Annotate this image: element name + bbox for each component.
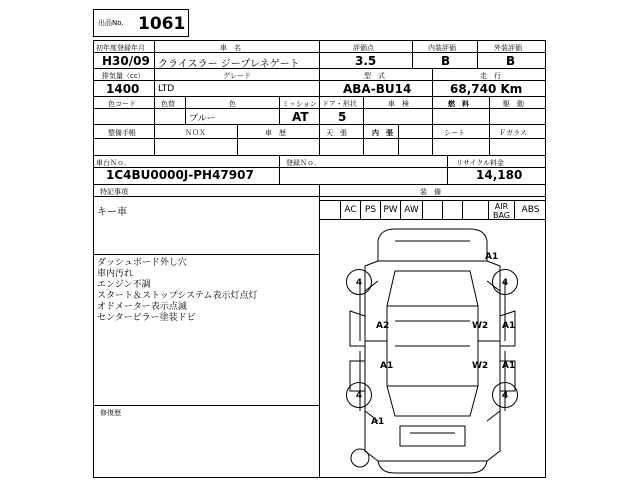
- damage-mark-w2-right-bottom: W2: [472, 361, 489, 371]
- key-car-value: キー車: [97, 207, 127, 218]
- manual-label: 整備手帳: [108, 129, 136, 137]
- equipment-cell-empty: [462, 201, 488, 220]
- transmission-label: ミッション: [282, 100, 317, 108]
- model-value: ABA-BU14: [343, 82, 412, 96]
- reg-no-label: 登録Ｎｏ．: [286, 159, 321, 167]
- history-label: 車 歴: [265, 129, 286, 137]
- doors-value: 5: [338, 110, 347, 124]
- color-value: ブルー: [189, 114, 216, 124]
- damage-mark-a1-right-bottom: A1: [502, 361, 516, 371]
- lot-label: 出品No.: [98, 19, 124, 27]
- notes-label: 特記事項: [100, 188, 128, 196]
- damage-mark-a1-top-right: A1: [485, 252, 499, 262]
- equipment-ps: PS: [360, 201, 380, 220]
- first-reg-value: H30/09: [102, 54, 150, 68]
- equipment-row: [320, 200, 546, 220]
- repair-label: 修復歴: [100, 409, 121, 417]
- color-code-label: 色コード: [108, 100, 136, 108]
- interior-label: 内装評価: [428, 44, 456, 52]
- note-line: センターピラー塗装ドビ: [97, 313, 196, 323]
- score-value: 3.5: [355, 54, 377, 68]
- equipment-abs: ABS: [514, 201, 546, 220]
- car-damage-diagram: [320, 221, 546, 478]
- equipment-cell-empty: [422, 201, 442, 220]
- note-line: スタート＆ストップシステム表示灯点灯: [97, 291, 258, 301]
- damage-mark-a2-left: A2: [376, 321, 390, 331]
- note-line: ダッシュボード外し穴: [97, 258, 187, 268]
- equipment-pw: PW: [380, 201, 400, 220]
- equipment-label: 装 備: [420, 188, 441, 196]
- mileage-value: 68,740 Km: [450, 82, 523, 96]
- grade-label: グレード: [223, 72, 251, 80]
- equipment-cell-empty: [320, 201, 340, 220]
- displacement-value: 1400: [106, 82, 140, 96]
- drive-label: 駆 動: [503, 100, 524, 108]
- score-label: 評価点: [353, 44, 374, 52]
- tire-rear-right: 4: [492, 382, 518, 408]
- glass-label: Ｆガラス: [499, 129, 527, 137]
- transmission-value: AT: [292, 110, 309, 124]
- grade-value: LTD: [158, 84, 175, 94]
- note-line: 車内汚れ: [97, 269, 134, 279]
- notes-list: [97, 258, 317, 324]
- lot-number: 1061: [138, 14, 186, 34]
- damage-mark-a1-rear: A1: [371, 417, 385, 427]
- interior-value: B: [441, 54, 451, 68]
- car-name-label: 車 名: [220, 44, 241, 52]
- equipment-ac: AC: [340, 201, 360, 220]
- nox-label: ＮＯＸ: [185, 129, 206, 137]
- equipment-aw: AW: [400, 201, 422, 220]
- inspection-label: 車 検: [388, 100, 409, 108]
- color-replace-label: 色替: [161, 100, 175, 108]
- exterior-value: B: [506, 54, 516, 68]
- recycle-label: リサイクル料金: [456, 159, 505, 167]
- car-name-value: クライスラー ジープレネゲート: [158, 59, 300, 70]
- fuel-label: 燃 料: [448, 100, 469, 108]
- recycle-value: 14,180: [476, 168, 523, 182]
- equipment-airbag: AIR BAG: [488, 201, 514, 220]
- damage-mark-a1-right-top: A1: [502, 321, 516, 331]
- equipment-cell-empty: [442, 201, 462, 220]
- note-line: オドメーター表示点滅: [97, 302, 187, 312]
- note-line: エンジン不調: [97, 280, 151, 290]
- color-label: 色: [229, 100, 236, 108]
- interior2-label: 内 張: [372, 129, 393, 137]
- tire-rear-left: 4: [346, 382, 372, 408]
- lot-number-box: [93, 9, 189, 37]
- chassis-value: 1C4BU0000J-PH47907: [106, 168, 254, 182]
- seat-label: シート: [444, 129, 465, 137]
- damage-mark-w2-right-top: W2: [472, 321, 489, 331]
- mileage-label: 走 行: [480, 72, 501, 80]
- model-label: 型 式: [364, 72, 385, 80]
- first-reg-label: 初年度登録年月: [96, 44, 145, 52]
- tire-front-right: 4: [492, 269, 518, 295]
- displacement-label: 排気量（cc）: [102, 72, 145, 80]
- exterior-label: 外装評価: [494, 44, 522, 52]
- sunroof-label: 天 張: [326, 129, 347, 137]
- tire-front-left: 4: [346, 269, 372, 295]
- chassis-label: 車台Ｎｏ．: [96, 159, 131, 167]
- doors-label: ドア・形状: [322, 100, 357, 108]
- damage-mark-a1-left-bottom: A1: [380, 361, 394, 371]
